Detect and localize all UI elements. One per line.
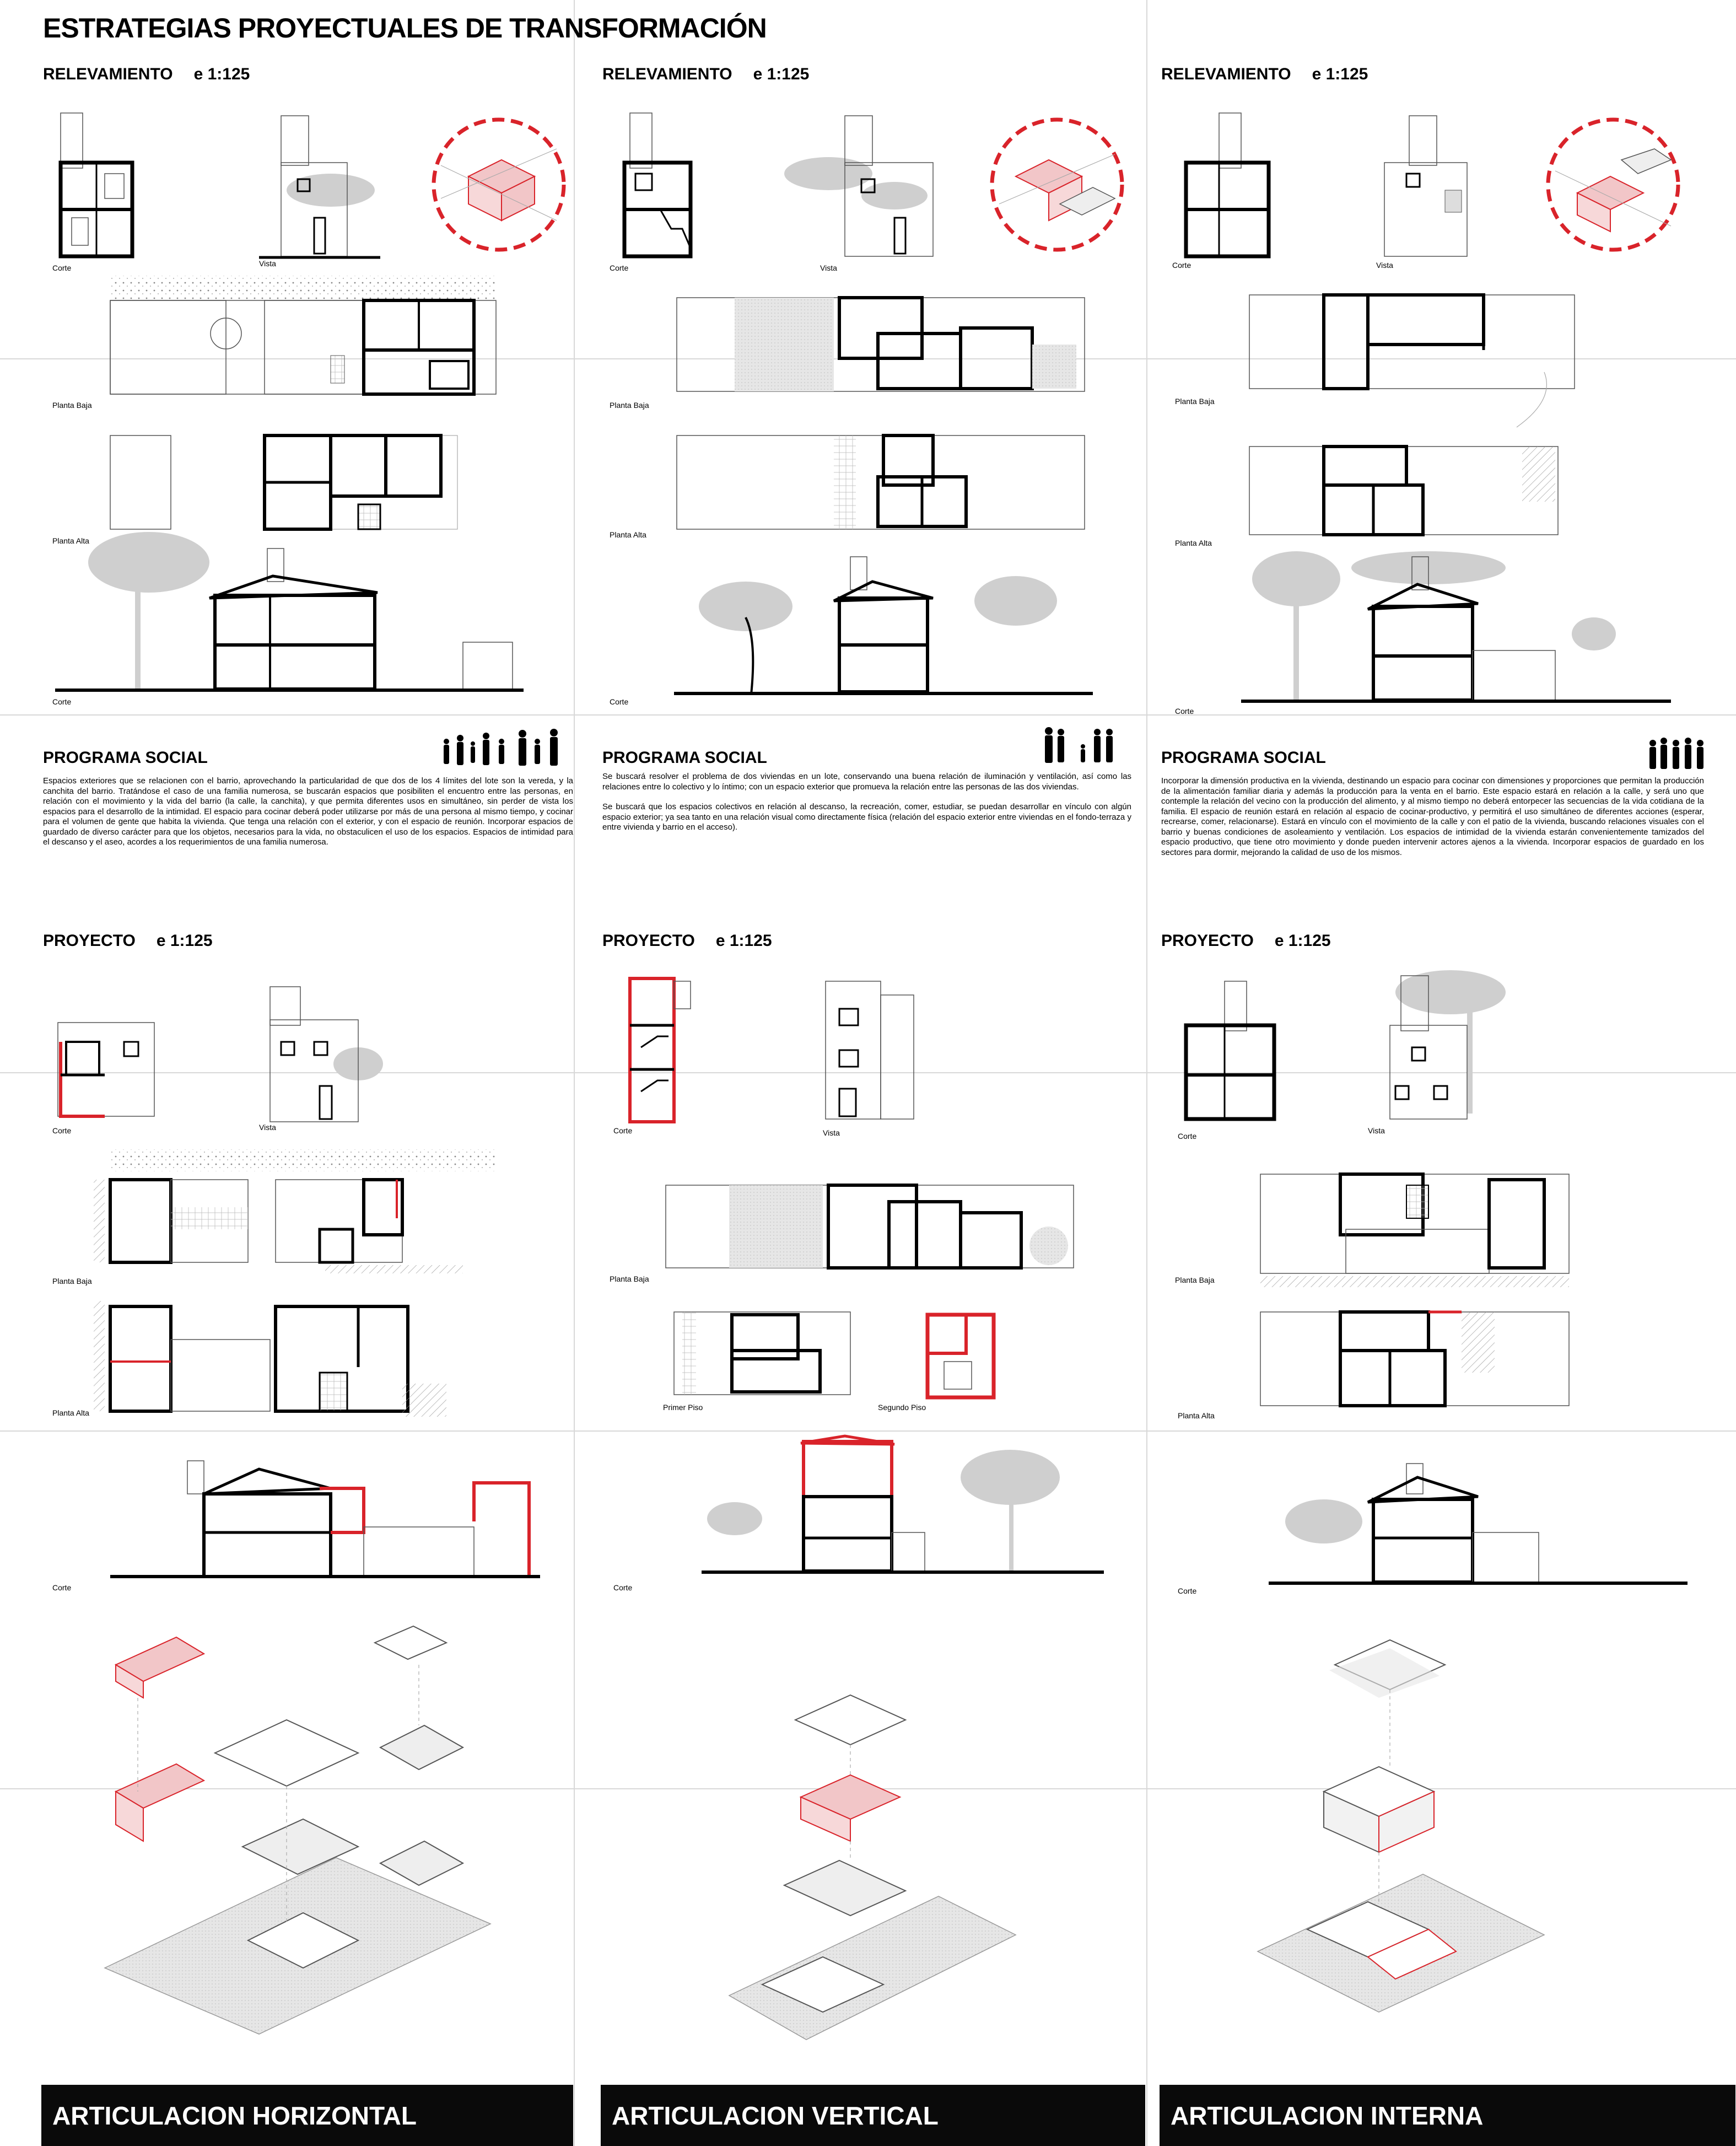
- label-proyecto-vista: Vista: [1368, 1126, 1385, 1135]
- banner-vertical: ARTICULACION VERTICAL: [601, 2085, 1145, 2146]
- people-silhouettes-icon: [1038, 722, 1120, 766]
- label-proyecto-planta-alta: Planta Alta: [1178, 1411, 1215, 1420]
- proyecto-title: PROYECTO: [43, 932, 136, 950]
- programa-paragraph: Se buscará resolver el problema de dos viviendas en un lote, conservando una buena relación de iluminación y ventilación, así como las relaciones entre lo colectivo y lo íntimo; con un espacio exterior que promueva la relación entre las personas de las dos viviendas.: [602, 772, 1131, 792]
- proyecto-scale: e 1:125: [156, 932, 213, 950]
- relevamiento-vista-drawing: [1373, 107, 1484, 262]
- label-planta-baja: Planta Baja: [1175, 397, 1215, 406]
- label-corte: Corte: [1172, 261, 1192, 270]
- programa-heading: PROGRAMA SOCIAL: [602, 749, 767, 767]
- label-planta-baja: Planta Baja: [52, 401, 92, 410]
- label-corte-section: Corte: [1175, 707, 1194, 716]
- label-proyecto-corte: Corte: [613, 1126, 633, 1135]
- proyecto-vista-drawing: [265, 981, 397, 1125]
- label-proyecto-planta-baja: Planta Baja: [1175, 1276, 1215, 1284]
- relevamiento-axonometric-circle: [988, 116, 1126, 254]
- proyecto-heading: [602, 932, 772, 950]
- relevamiento-title: RELEVAMIENTO: [602, 65, 732, 83]
- label-proyecto-corte: Corte: [52, 1126, 72, 1135]
- column-interna: [1147, 0, 1704, 2146]
- label-proyecto-corte-section: Corte: [1178, 1586, 1197, 1595]
- axonometric-exploded-vertical: [729, 1665, 1027, 2051]
- label-corte-section: Corte: [52, 697, 72, 706]
- proyecto-vista-drawing: [1379, 965, 1511, 1125]
- label-proyecto-vista: Vista: [823, 1128, 840, 1137]
- relevamiento-scale: e 1:125: [1312, 65, 1368, 83]
- proyecto-vista-drawing: [823, 978, 933, 1122]
- relevamiento-title: RELEVAMIENTO: [1161, 65, 1291, 83]
- label-corte: Corte: [52, 263, 72, 272]
- axonometric-exploded-interna: [1258, 1621, 1566, 2018]
- relevamiento-heading: [602, 65, 809, 84]
- label-vista: Vista: [820, 263, 837, 272]
- label-proyecto-planta-baja: Planta Baja: [52, 1277, 92, 1286]
- relevamiento-planta-baja: [1247, 289, 1665, 433]
- proyecto-scale: e 1:125: [1274, 932, 1331, 950]
- label-primer-piso: Primer Piso: [663, 1403, 703, 1412]
- proyecto-title: PROYECTO: [602, 932, 695, 950]
- label-proyecto-corte-section: Corte: [613, 1583, 633, 1592]
- relevamiento-corte-section: [1241, 546, 1671, 706]
- relevamiento-corte-drawing: [55, 107, 138, 262]
- axonometric-exploded-horizontal: [105, 1615, 490, 2056]
- proyecto-planta-primer-piso: [671, 1306, 853, 1400]
- label-planta-alta: Planta Alta: [1175, 539, 1212, 547]
- relevamiento-vista-drawing: [259, 107, 380, 262]
- relevamiento-planta-baja: [44, 273, 496, 400]
- relevamiento-planta-baja: [674, 295, 1093, 400]
- label-planta-alta: Planta Alta: [52, 536, 89, 545]
- relevamiento-planta-alta: [1247, 441, 1665, 546]
- proyecto-corte-drawing: [624, 976, 702, 1125]
- proyecto-planta-baja: [663, 1174, 1093, 1279]
- proyecto-heading: [43, 932, 213, 950]
- relevamiento-planta-alta: [674, 433, 1093, 537]
- label-planta-alta: Planta Alta: [610, 530, 646, 539]
- programa-paragraph: Incorporar la dimensión productiva en la vivienda, destinando un espacio para cocinar con dimensiones y proporciones que permitan la producción de la alimentación familiar diaria y además la producción para la venta en el barrio. Este espacio estará en relación a la calle, y será uno que contemple la relación del vecino con la producción del alimento, y al mismo tiempo no deberá entorpecer las secuencias de la vida cotidiana de la familia. El espacio de reunión estará en relación al espacio de cocinar-productivo, y permitirá el uso simultáneo de diferentes acciones (esperar, recrearse, comer, relacionarse). Estará en vínculo con el movimiento de la calle y con el patio de la vivienda, buscando relaciones visuales con el barrio y buenas condiciones de asoleamiento y ventilación. Los espacios de intimidad de la vivienda estarán convenientemente tamizados del espacio productivo, que tiene otro movimiento y donde pueden intervenir actores ajenos a la vivienda. Incorporar espacios de guardado en los sectores para dormir, mejorando la calidad de uso de los mismos.: [1161, 776, 1704, 857]
- programa-text: [602, 772, 1131, 843]
- relevamiento-axonometric-circle: [430, 116, 568, 254]
- label-proyecto-planta-baja: Planta Baja: [610, 1274, 649, 1283]
- proyecto-title: PROYECTO: [1161, 932, 1254, 950]
- relevamiento-title: RELEVAMIENTO: [43, 65, 173, 83]
- proyecto-planta-baja: [1258, 1169, 1676, 1295]
- proyecto-planta-baja: [83, 1147, 507, 1268]
- relevamiento-scale: e 1:125: [753, 65, 810, 83]
- programa-paragraph: Espacios exteriores que se relacionen con el barrio, aprovechando la particularidad de que dos de los 4 límites del lote son la vereda, y la canchita del barrio. Tratándose el caso de una familia numerosa, se buscarán espacios que posibiliten el encuentro entre las personas, en relación con el movimiento y la vida del barrio (la calle, la canchita), y que permita diferentes usos en simultáneo, sin perder de vista los espacios para el desarrollo de la intimidad. El espacio para cocinar deberá poder utilizarse por más de una persona al mismo tiempo, y cocinar para el volumen de gente que habita la vivienda. Que tenga una relación con el exterior, y con el espacio de reunión. Incorporar espacios de guardado de diverso carácter para que los objetos, necesarios para la vida, no obstaculicen el uso de los espacios. Espacios de intimidad para el descanso y el aseo, acordes a los requerimientos de una familia numerosa.: [43, 776, 573, 847]
- relevamiento-vista-drawing: [784, 107, 950, 262]
- banner-horizontal: ARTICULACION HORIZONTAL: [41, 2085, 573, 2146]
- people-silhouettes-icon: [1646, 733, 1707, 772]
- programa-heading: PROGRAMA SOCIAL: [1161, 749, 1326, 767]
- proyecto-planta-segundo-piso: [922, 1312, 999, 1400]
- relevamiento-corte-drawing: [1180, 107, 1280, 262]
- label-proyecto-vista: Vista: [259, 1123, 276, 1132]
- label-planta-baja: Planta Baja: [610, 401, 649, 410]
- proyecto-corte-drawing: [55, 1020, 165, 1125]
- proyecto-corte-drawing: [1180, 976, 1280, 1125]
- relevamiento-corte-drawing: [619, 107, 702, 262]
- programa-text: [43, 776, 573, 858]
- programa-paragraph: Se buscará que los espacios colectivos en relación al descanso, la recreación, comer, estudiar, se puedan desarrollar en vínculo con algún espacio exterior; ya sea tanto en una relación visual como directamente física (relación del espacio exterior entre viviendas en el fondo-terraza y entre vivienda y barrio en el acceso).: [602, 802, 1131, 832]
- proyecto-corte-section: [674, 1433, 1104, 1577]
- programa-text: [1161, 776, 1704, 868]
- relevamiento-axonometric-circle: [1544, 116, 1682, 254]
- relevamiento-scale: e 1:125: [193, 65, 250, 83]
- proyecto-corte-section: [1269, 1461, 1688, 1588]
- label-vista: Vista: [1376, 261, 1393, 270]
- label-proyecto-planta-alta: Planta Alta: [52, 1408, 89, 1417]
- people-silhouettes-icon: [435, 725, 568, 769]
- proyecto-planta-alta: [83, 1295, 507, 1422]
- label-proyecto-corte-section: Corte: [52, 1583, 72, 1592]
- relevamiento-heading: [1161, 65, 1368, 84]
- column-vertical: [575, 0, 1131, 2146]
- proyecto-corte-section: [55, 1444, 540, 1582]
- relevamiento-planta-alta: [99, 427, 485, 537]
- banner-interna: ARTICULACION INTERNA: [1160, 2085, 1735, 2146]
- relevamiento-heading: [43, 65, 250, 84]
- label-corte: Corte: [610, 263, 629, 272]
- page-title: ESTRATEGIAS PROYECTUALES DE TRANSFORMACIÓN: [43, 13, 767, 44]
- programa-heading: PROGRAMA SOCIAL: [43, 749, 208, 767]
- relevamiento-corte-section: [674, 546, 1093, 700]
- column-horizontal: [0, 0, 573, 2146]
- label-corte-section: Corte: [610, 697, 629, 706]
- proyecto-scale: e 1:125: [715, 932, 772, 950]
- label-vista: Vista: [259, 259, 276, 268]
- label-segundo-piso: Segundo Piso: [878, 1403, 926, 1412]
- relevamiento-corte-section: [55, 529, 524, 700]
- proyecto-planta-alta: [1258, 1306, 1676, 1417]
- proyecto-heading: [1161, 932, 1331, 950]
- label-proyecto-corte: Corte: [1178, 1132, 1197, 1141]
